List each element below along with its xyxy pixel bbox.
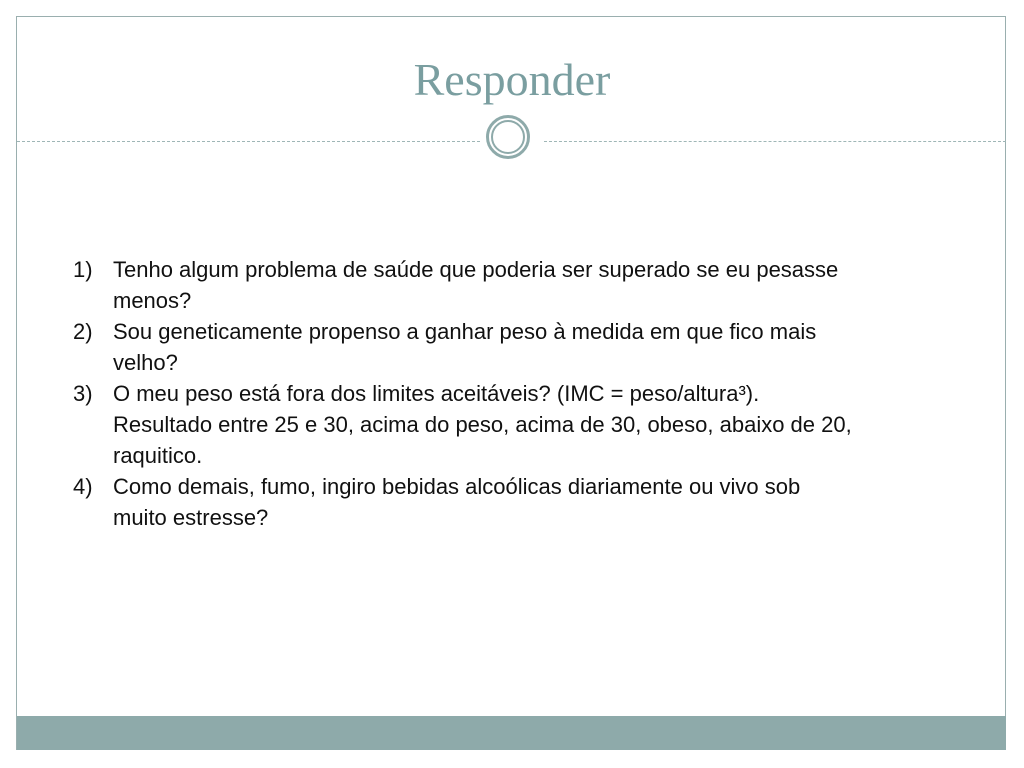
question-number: 4) <box>73 474 93 499</box>
title-divider-left <box>17 141 480 142</box>
double-circle-icon <box>486 115 530 159</box>
question-item-1 <box>73 254 983 316</box>
question-item-4 <box>73 471 983 533</box>
question-text: Como demais, fumo, ingiro bebidas alcoólicas diariamente ou vivo sob muito estresse? <box>113 474 801 530</box>
question-number: 2) <box>73 319 93 344</box>
question-number: 3) <box>73 381 93 406</box>
question-item-3 <box>73 378 983 471</box>
question-list <box>73 254 983 533</box>
title-divider-right <box>544 141 1006 142</box>
footer-bar <box>17 716 1006 750</box>
question-text: Sou geneticamente propenso a ganhar peso à medida em que fico mais velho? <box>113 319 817 375</box>
question-text: O meu peso está fora dos limites aceitáveis? (IMC = peso/altura³). Resultado entre 25 e 30, acima do peso, acima de 30, obeso, abaixo de 20, raquitico. <box>113 381 852 468</box>
question-number: 1) <box>73 257 93 282</box>
question-text: Tenho algum problema de saúde que poderia ser superado se eu pesasse menos? <box>113 257 839 313</box>
question-item-2 <box>73 316 983 378</box>
slide-title: Responder <box>413 54 611 105</box>
